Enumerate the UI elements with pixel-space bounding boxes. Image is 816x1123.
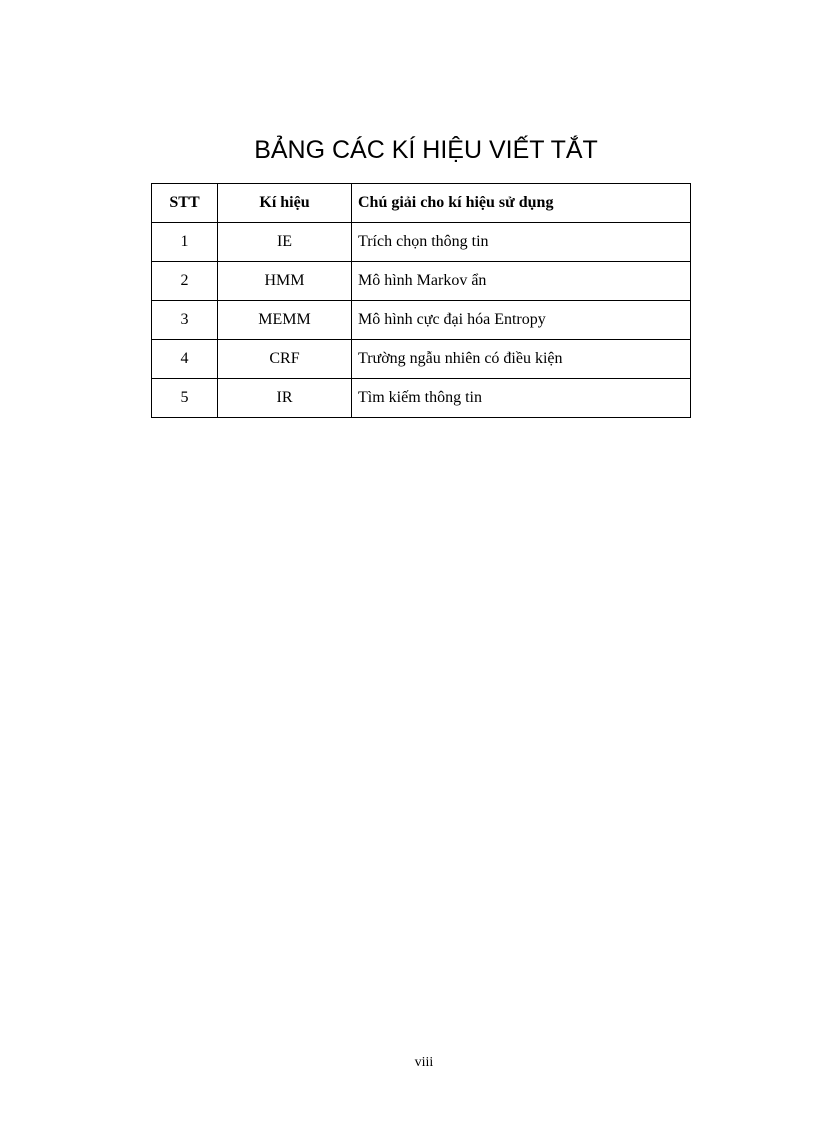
row-stt: 3 bbox=[152, 301, 218, 340]
header-symbol: Kí hiệu bbox=[218, 184, 352, 223]
abbreviations-table bbox=[151, 183, 691, 418]
row-symbol: HMM bbox=[218, 262, 352, 301]
row-description: Mô hình Markov ẩn bbox=[352, 262, 691, 301]
row-stt: 4 bbox=[152, 340, 218, 379]
row-description: Trường ngẫu nhiên có điều kiện bbox=[352, 340, 691, 379]
table-header-row bbox=[152, 184, 691, 223]
row-description: Tìm kiếm thông tin bbox=[352, 379, 691, 418]
row-stt: 1 bbox=[152, 223, 218, 262]
row-stt: 5 bbox=[152, 379, 218, 418]
table-row bbox=[152, 301, 691, 340]
table-row bbox=[152, 379, 691, 418]
page-title: BẢNG CÁC KÍ HIỆU VIẾT TẮT bbox=[254, 136, 598, 164]
table-row bbox=[152, 223, 691, 262]
page-number: viii bbox=[414, 1055, 434, 1070]
row-description: Mô hình cực đại hóa Entropy bbox=[352, 301, 691, 340]
header-description: Chú giải cho kí hiệu sử dụng bbox=[352, 184, 691, 223]
table-row bbox=[152, 262, 691, 301]
row-symbol: IE bbox=[218, 223, 352, 262]
row-symbol: CRF bbox=[218, 340, 352, 379]
row-description: Trích chọn thông tin bbox=[352, 223, 691, 262]
row-symbol: IR bbox=[218, 379, 352, 418]
row-stt: 2 bbox=[152, 262, 218, 301]
row-symbol: MEMM bbox=[218, 301, 352, 340]
header-stt: STT bbox=[152, 184, 218, 223]
table-row bbox=[152, 340, 691, 379]
